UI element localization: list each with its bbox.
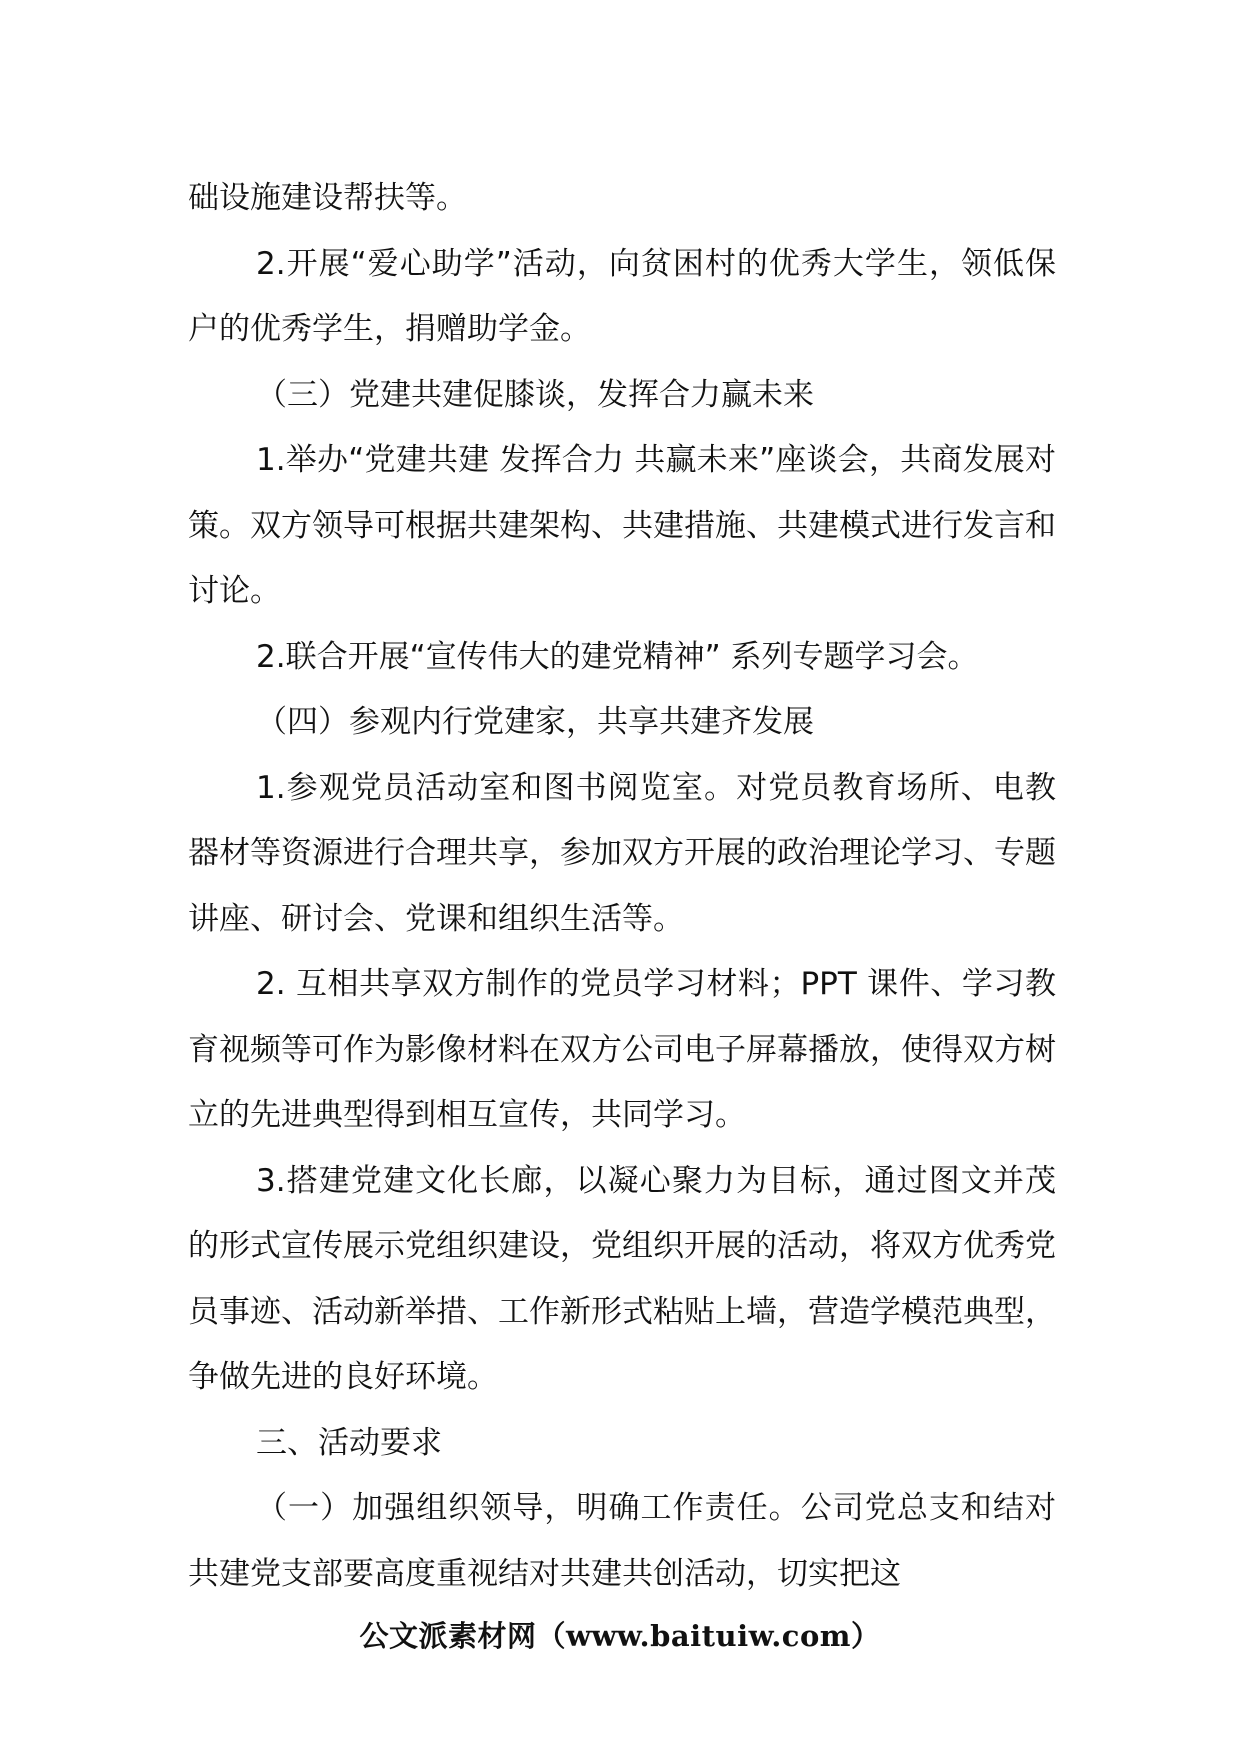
paragraph-4: 1.举办“党建共建 发挥合力 共赢未来”座谈会，共商发展对策。双方领导可根据共建架构、共建措施、共建模式进行发言和讨论。	[188, 442, 1056, 609]
paragraph-2: 2.开展“爱心助学”活动，向贫困村的优秀大学生，领低保户的优秀学生，捐赠助学金。	[188, 245, 1056, 347]
section-heading-4: （四）参观内行党建家，共享共建齐发展	[256, 704, 814, 740]
section-heading-3: （三）党建共建促膝谈，发挥合力赢未来	[256, 376, 814, 413]
paragraph-1: 础设施建设帮扶等。	[188, 180, 467, 216]
document-body	[188, 166, 1056, 1607]
paragraph-9: 3.搭建党建文化长廊，以凝心聚力为目标，通过图文并茂的形式宣传展示党组织建设，党组织开展的活动，将双方优秀党员事迹、活动新举措、工作新形式粘贴上墙，营造学模范典型，争做先进的良好环境。	[188, 1162, 1056, 1395]
paragraph-5: 2.联合开展“宣传伟大的建党精神” 系列专题学习会。	[256, 638, 979, 675]
paragraph-11: （一）加强组织领导，明确工作责任。公司党总支和结对共建党支部要高度重视结对共建共创活动，切实把这	[188, 1490, 1056, 1592]
paragraph-8: 2. 互相共享双方制作的党员学习材料；PPT 课件、学习教育视频等可作为影像材料在双方公司电子屏幕播放，使得双方树立的先进典型得到相互宣传，共同学习。	[188, 966, 1056, 1133]
footer-watermark: 公文派素材网（www.baituiw.com）	[359, 1619, 881, 1653]
paragraph-7: 1.参观党员活动室和图书阅览室。对党员教育场所、电教器材等资源进行合理共享，参加双方开展的政治理论学习、专题讲座、研讨会、党课和组织生活等。	[188, 769, 1056, 937]
section-heading-requirements: 三、活动要求	[256, 1424, 442, 1461]
